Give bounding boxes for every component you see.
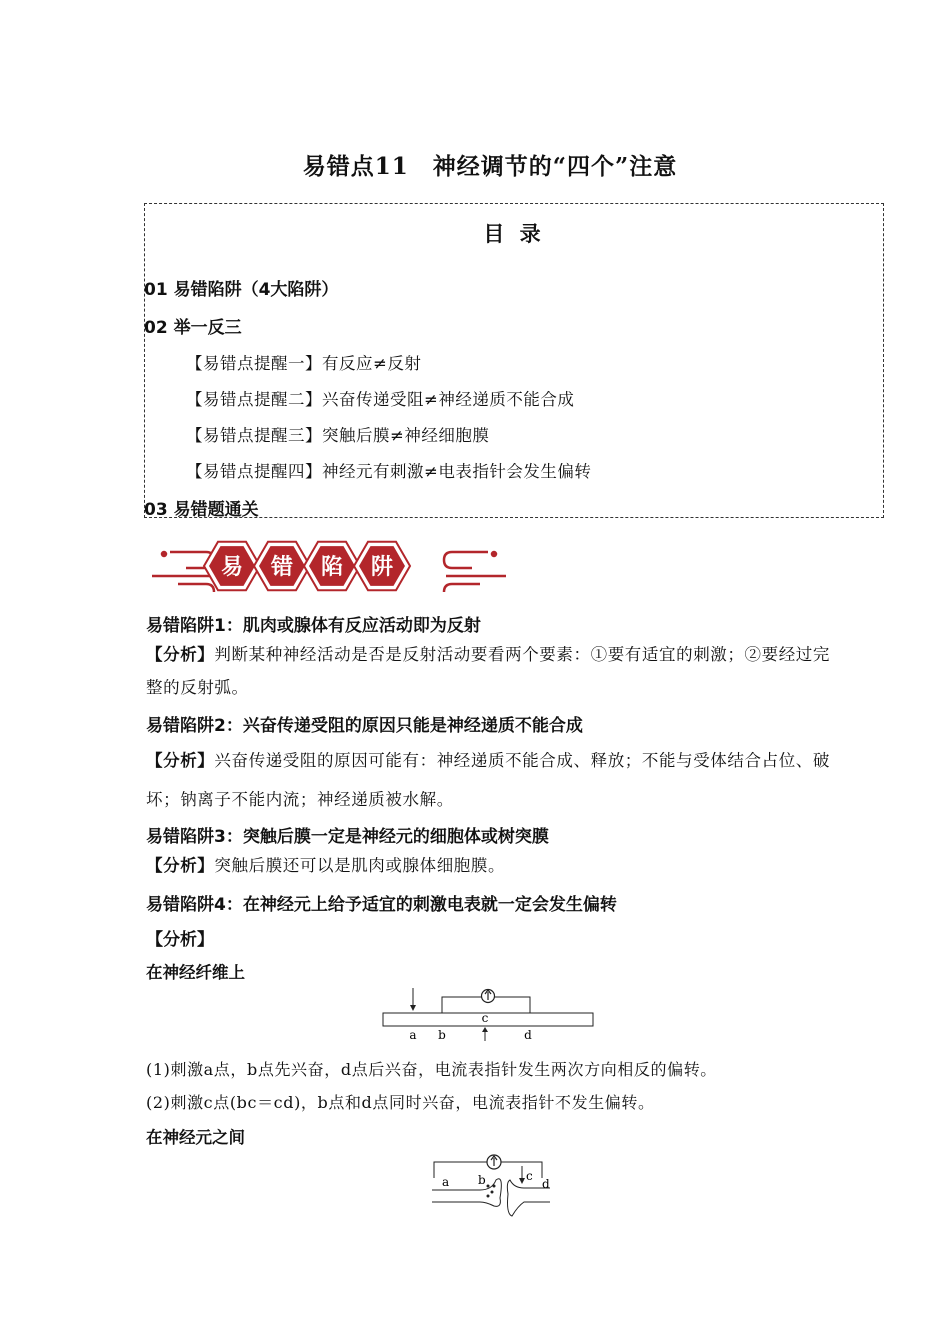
fiber-label-a: a [409, 1028, 417, 1042]
toc-section-1[interactable]: 01 易错陷阱（4大陷阱） [144, 280, 339, 300]
trap-4-title: 易错陷阱4：在神经元上给予适宜的刺激电表就一定会发生偏转 [146, 895, 617, 915]
fiber-heading: 在神经纤维上 [146, 963, 245, 982]
synapse-label-c: c [526, 1169, 533, 1183]
trap-2-analysis-text: 兴奋传递受阻的原因可能有：神经递质不能合成、释放；不能与受体结合占位、破坏；钠离子不能内流；神经递质被水解。 [146, 751, 831, 809]
synapse-label-b: b [478, 1173, 486, 1187]
neuron-heading: 在神经元之间 [146, 1128, 245, 1147]
fiber-item-1: (1)刺激a点，b点先兴奋，d点后兴奋，电流表指针发生两次方向相反的偏转。 [146, 1060, 717, 1079]
banner-char-2: 陷 [320, 555, 344, 580]
banner-char-0: 易 [220, 555, 244, 580]
toc-section-2[interactable]: 02 举一反三 [144, 318, 242, 338]
trap-2-analysis [146, 741, 846, 819]
trap-1-title: 易错陷阱1：肌肉或腺体有反应活动即为反射 [146, 616, 481, 636]
trap-3-analysis [146, 849, 846, 882]
trap-1-analysis [146, 638, 846, 704]
trap-4-analysis-label: 【分析】 [146, 930, 214, 950]
toc-tip-1[interactable]: 【易错点提醒一】有反应≠反射 [186, 354, 422, 373]
fiber-label-d: d [524, 1028, 532, 1042]
trap-3-title: 易错陷阱3：突触后膜一定是神经元的细胞体或树突膜 [146, 827, 549, 847]
banner-char-3: 阱 [370, 555, 394, 580]
stimulus-arrow-c-icon [482, 1027, 488, 1041]
synapse-label-a: a [442, 1175, 450, 1189]
toc-tip-4[interactable]: 【易错点提醒四】神经元有刺激≠电表指针会发生偏转 [186, 462, 592, 481]
synapse-diagram [428, 1150, 554, 1222]
trap-1-analysis-text: 判断某种神经活动是否是反射活动要看两个要素：①要有适宜的刺激；②要经过完整的反射弧。 [146, 645, 831, 697]
banner-left-ornament-icon [152, 552, 214, 592]
toc-heading: 目 录 [483, 222, 545, 246]
fiber-label-b: b [438, 1028, 446, 1042]
fiber-item-2: (2)刺激c点(bc＝cd)，b点和d点同时兴奋，电流表指针不发生偏转。 [146, 1093, 655, 1112]
trap-3-analysis-label: 【分析】 [146, 856, 215, 875]
banner-char-1: 错 [270, 555, 294, 580]
synapse-label-d: d [542, 1177, 550, 1191]
synapse-stimulus-arrow-icon [519, 1166, 525, 1184]
fiber-label-c: c [481, 1011, 489, 1025]
trap-2-analysis-label: 【分析】 [146, 751, 215, 770]
trap-banner [150, 536, 510, 598]
toc-section-3[interactable]: 03 易错题通关 [144, 500, 259, 520]
nerve-fiber-diagram [378, 984, 600, 1044]
trap-2-title: 易错陷阱2：兴奋传递受阻的原因只能是神经递质不能合成 [146, 716, 583, 736]
trap-3-analysis-text: 突触后膜还可以是肌肉或腺体细胞膜。 [214, 856, 506, 875]
banner-right-ornament-icon [444, 552, 506, 592]
document-title: 易错点11 神经调节的“四个”注意 [302, 153, 678, 180]
trap-1-analysis-label: 【分析】 [146, 645, 215, 664]
stimulus-arrow-a-icon [410, 988, 416, 1011]
toc-tip-2[interactable]: 【易错点提醒二】兴奋传递受阻≠神经递质不能合成 [186, 390, 575, 409]
toc-tip-3[interactable]: 【易错点提醒三】突触后膜≠神经细胞膜 [186, 426, 490, 445]
